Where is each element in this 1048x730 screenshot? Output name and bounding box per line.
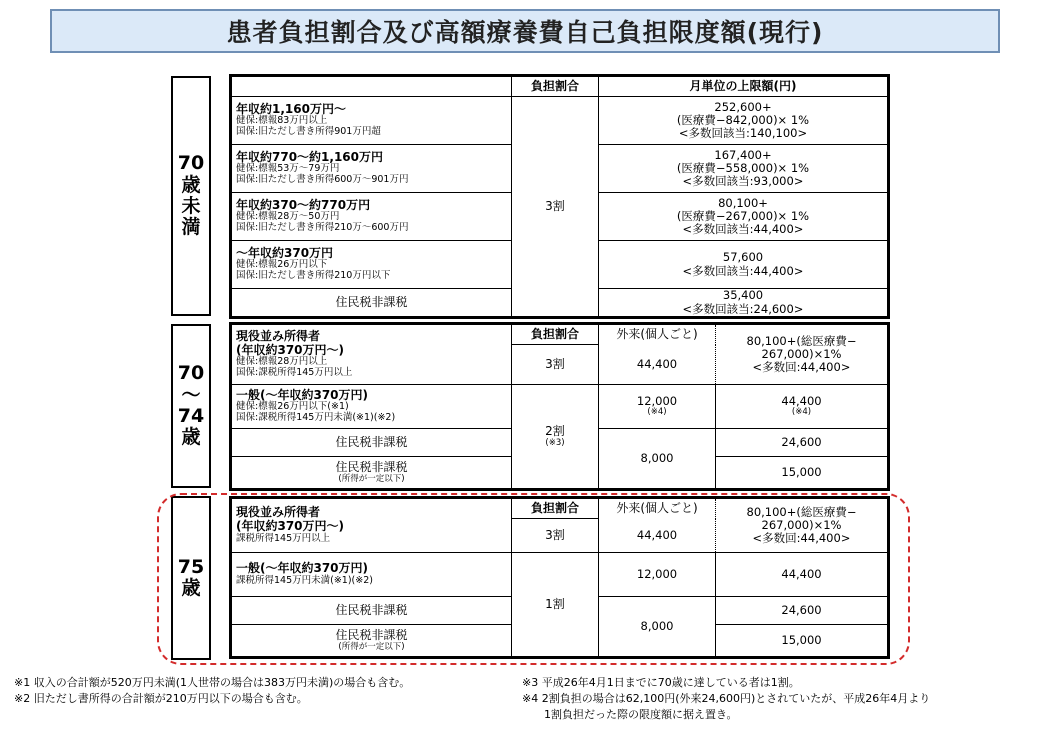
income-line: 国保:旧ただし書き所得210万円以下	[236, 270, 391, 282]
rate-cell: 1割	[512, 553, 599, 657]
income-title: 一般(〜年収約370万円)	[236, 387, 369, 402]
income-title: 年収約1,160万円〜	[236, 101, 346, 116]
income-cell-general	[232, 385, 512, 429]
header-rate: 負担割合	[512, 77, 599, 97]
limit-line: <多数回該当:44,400>	[682, 263, 804, 278]
outpatient-cell: 12,000	[599, 553, 716, 597]
income-line: 国保:旧ただし書き所得600万〜901万円	[236, 174, 409, 186]
limit-line: <多数回:44,400>	[752, 531, 851, 546]
table-row	[232, 385, 888, 429]
table-under-70	[231, 76, 888, 317]
header-empty	[232, 77, 512, 97]
age-label-75-text: 75 歳	[177, 555, 205, 599]
outpatient-cell	[599, 385, 716, 429]
income-line: 健保:標報53万〜79万円	[236, 163, 340, 175]
income-line: 課税所得145万円未満(※1)(※2)	[236, 574, 373, 586]
limit-cell: 15,000	[716, 457, 888, 489]
rate-cell: 3割	[512, 345, 599, 385]
age-label-under-70-text: 70 歳 未 満	[177, 152, 205, 239]
footnote-2: ※2 旧ただし書所得の合計額が210万円以下の場合も含む。	[14, 692, 308, 705]
outpatient-cell: 44,400	[599, 345, 716, 385]
table-row	[232, 325, 888, 345]
income-cell	[232, 241, 512, 289]
income-title: 住民税非課税	[335, 459, 408, 474]
limit-line: 267,000)×1%	[761, 346, 842, 361]
age-label-70-74-text: 70 〜 74 歳	[177, 362, 205, 449]
limit-line: <多数回該当:24,600>	[682, 301, 804, 316]
income-line: 国保:課税所得145万円以上	[236, 367, 353, 379]
limit-line: <多数回該当:93,000>	[682, 174, 804, 189]
limit-line: 35,400	[722, 288, 764, 303]
income-sub: (所得が一定以下)	[338, 641, 405, 652]
header-rate: 負担割合	[512, 325, 599, 345]
income-cell-nontax-low	[232, 457, 512, 489]
outpatient-cell: 44,400	[599, 519, 716, 553]
limit-cell	[599, 145, 888, 193]
income-title: 現役並み所得者	[236, 505, 321, 520]
income-cell	[232, 193, 512, 241]
limit-line: (医療費−842,000)× 1%	[676, 112, 810, 127]
income-line: 課税所得145万円以上	[236, 532, 331, 544]
income-cell-nontax: 住民税非課税	[232, 597, 512, 625]
income-line: 健保:標報83万円以上	[236, 115, 328, 127]
age-label-70-74	[171, 324, 211, 488]
footnote-4-continued: 1割負担だった際の限度額に据え置き。	[544, 708, 738, 721]
limit-cell	[599, 241, 888, 289]
income-cell	[232, 97, 512, 145]
highlight-75-section	[157, 493, 910, 665]
limit-line: <多数回:44,400>	[752, 360, 851, 375]
limit-line: 167,400+	[714, 147, 772, 162]
limit-cell	[716, 385, 888, 429]
rate-note: (※3)	[545, 437, 565, 448]
income-title: 〜年収約370万円	[236, 245, 334, 260]
rate-value: 2割	[545, 423, 565, 438]
limit-line: 80,100+	[718, 195, 768, 210]
limit-line: 57,600	[722, 250, 764, 265]
income-line: 健保:標報28万〜50万円	[236, 211, 340, 223]
rate-cell: 3割	[512, 519, 599, 553]
income-sub: (年収約370万円〜)	[236, 342, 345, 357]
limit-value: 44,400	[781, 394, 822, 408]
outpatient-cell: 8,000	[599, 429, 716, 489]
income-title: 住民税非課税	[335, 627, 408, 642]
table-row	[232, 97, 888, 145]
income-title: 現役並み所得者	[236, 328, 321, 343]
limit-cell: 44,400	[716, 553, 888, 597]
rate-cell	[512, 385, 599, 489]
limit-note: (※4)	[791, 407, 812, 418]
limit-cell: 24,600	[716, 597, 888, 625]
income-line: 国保:課税所得145万円未満(※1)(※2)	[236, 412, 396, 424]
footnotes-right	[522, 675, 1042, 723]
limit-cell: 24,600	[716, 429, 888, 457]
limit-line: (医療費−558,000)× 1%	[676, 160, 810, 175]
income-sub: (年収約370万円〜)	[236, 519, 345, 534]
limit-cell	[716, 325, 888, 385]
footnotes-left	[14, 675, 514, 707]
income-cell-high	[232, 325, 512, 385]
income-cell	[232, 145, 512, 193]
limit-line: (医療費−267,000)× 1%	[676, 208, 810, 223]
limit-cell	[599, 289, 888, 317]
outpatient-note: (※4)	[647, 407, 667, 418]
table-70-74	[231, 324, 888, 489]
income-line: 健保:標報28万円以上	[236, 356, 328, 368]
limit-line: 80,100+(総医療費−	[746, 333, 857, 348]
income-line: 健保:標報26万円以下	[236, 259, 328, 271]
footnote-3: ※3 平成26年4月1日までに70歳に達している者は1割。	[522, 676, 800, 689]
page-title-text: 患者負担割合及び高額療養費自己負担限度額(現行)	[226, 18, 824, 47]
income-line: 国保:旧ただし書き所得210万〜600万円	[236, 222, 409, 234]
income-cell: 住民税非課税	[232, 289, 512, 317]
header-rate: 負担割合	[512, 499, 599, 519]
header-outpatient: 外来(個人ごと)	[599, 325, 716, 345]
limit-cell	[599, 97, 888, 145]
income-sub: (所得が一定以下)	[338, 473, 405, 484]
header-outpatient: 外来(個人ごと)	[599, 499, 716, 519]
limit-cell	[599, 193, 888, 241]
income-title: 年収約770〜約1,160万円	[236, 149, 384, 164]
header-limit: 月単位の上限額(円)	[599, 77, 888, 97]
rate-cell: 3割	[512, 97, 599, 317]
limit-line: 252,600+	[714, 99, 772, 114]
income-line: 国保:旧ただし書き所得901万円超	[236, 126, 381, 138]
income-title: 一般(〜年収約370万円)	[236, 561, 369, 576]
limit-cell: 15,000	[716, 625, 888, 657]
outpatient-cell: 8,000	[599, 597, 716, 657]
age-label-under-70	[171, 76, 211, 316]
outpatient-value: 12,000	[636, 394, 678, 408]
income-line: 健保:標報26万円以下(※1)	[236, 401, 349, 413]
footnote-1: ※1 収入の合計額が520万円未満(1人世帯の場合は383万円未満)の場合も含む。	[14, 676, 411, 689]
page-title	[50, 9, 1000, 53]
limit-line: 267,000)×1%	[761, 517, 842, 532]
table-header-row	[232, 77, 888, 97]
limit-line: <多数回該当:44,400>	[682, 222, 804, 237]
footnote-4: ※4 2割負担の場合は62,100円(外来24,600円)とされていたが、平成26年4月より	[522, 692, 931, 705]
income-title: 年収約370〜約770万円	[236, 197, 371, 212]
limit-line: 80,100+(総医療費−	[746, 504, 857, 519]
income-cell-nontax: 住民税非課税	[232, 429, 512, 457]
limit-line: <多数回該当:140,100>	[678, 126, 808, 141]
